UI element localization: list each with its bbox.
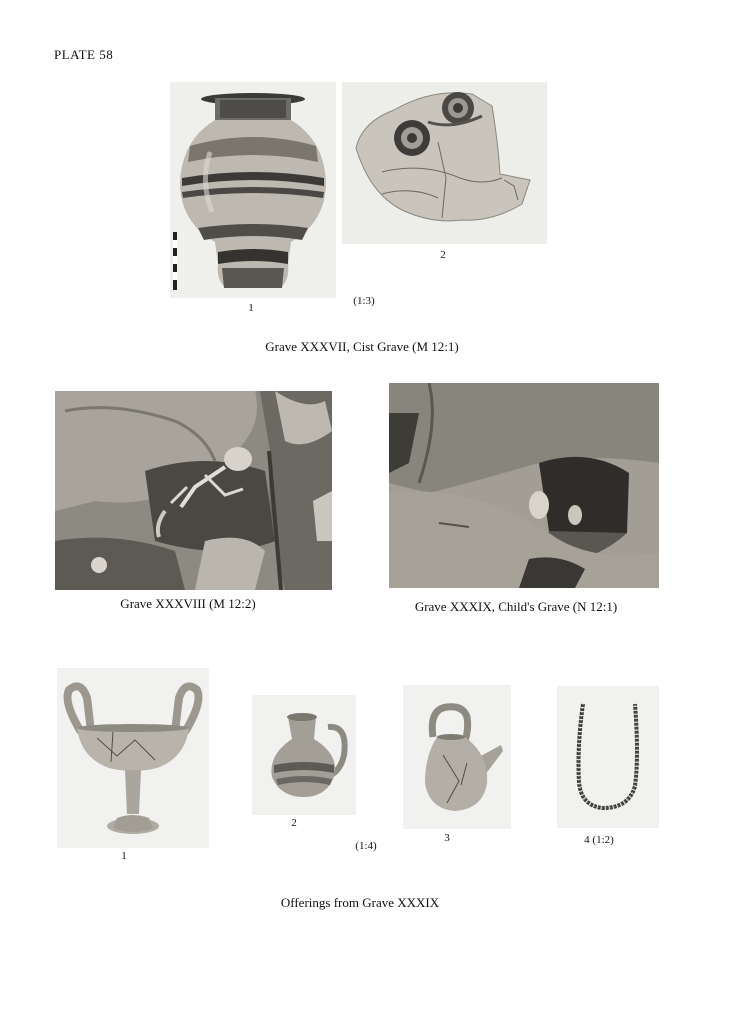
necklace-image — [557, 686, 659, 828]
jug-image — [252, 695, 356, 815]
scale-note-1-4: (1:4) — [355, 840, 377, 852]
photo-grave-xxxviii — [55, 391, 332, 590]
fig-number-2: 2 — [440, 249, 446, 261]
photo-spouted-jug — [403, 685, 511, 829]
jar-image — [170, 82, 336, 298]
fig-number-jug: 2 — [291, 817, 297, 829]
photo-necklace — [557, 686, 659, 828]
sherd-image — [342, 82, 547, 244]
grave-xxxviii-image — [55, 391, 332, 590]
fig-number-spouted-jug: 3 — [444, 832, 450, 844]
photo-jar — [170, 82, 336, 298]
fig-number-necklace: 4 (1:2) — [584, 834, 614, 846]
fig-number-kylix: 1 — [121, 850, 127, 862]
kylix-image — [57, 668, 209, 848]
caption-grave-xxxix: Grave XXXIX, Child's Grave (N 12:1) — [414, 599, 618, 614]
photo-jug — [252, 695, 356, 815]
photo-grave-xxxix — [389, 383, 659, 588]
plate-label: PLATE 58 — [54, 47, 114, 62]
caption-offerings: Offerings from Grave XXXIX — [280, 895, 440, 910]
fig-number-1: 1 — [248, 302, 254, 314]
spouted-jug-image — [403, 685, 511, 829]
photo-kylix — [57, 668, 209, 848]
photo-sherd — [342, 82, 547, 244]
caption-grave-xxxviii: Grave XXXVIII (M 12:2) — [120, 596, 256, 611]
caption-grave-xxxvii: Grave XXXVII, Cist Grave (M 12:1) — [265, 339, 459, 354]
scale-note-1-3: (1:3) — [353, 295, 375, 307]
grave-xxxix-image — [389, 383, 659, 588]
